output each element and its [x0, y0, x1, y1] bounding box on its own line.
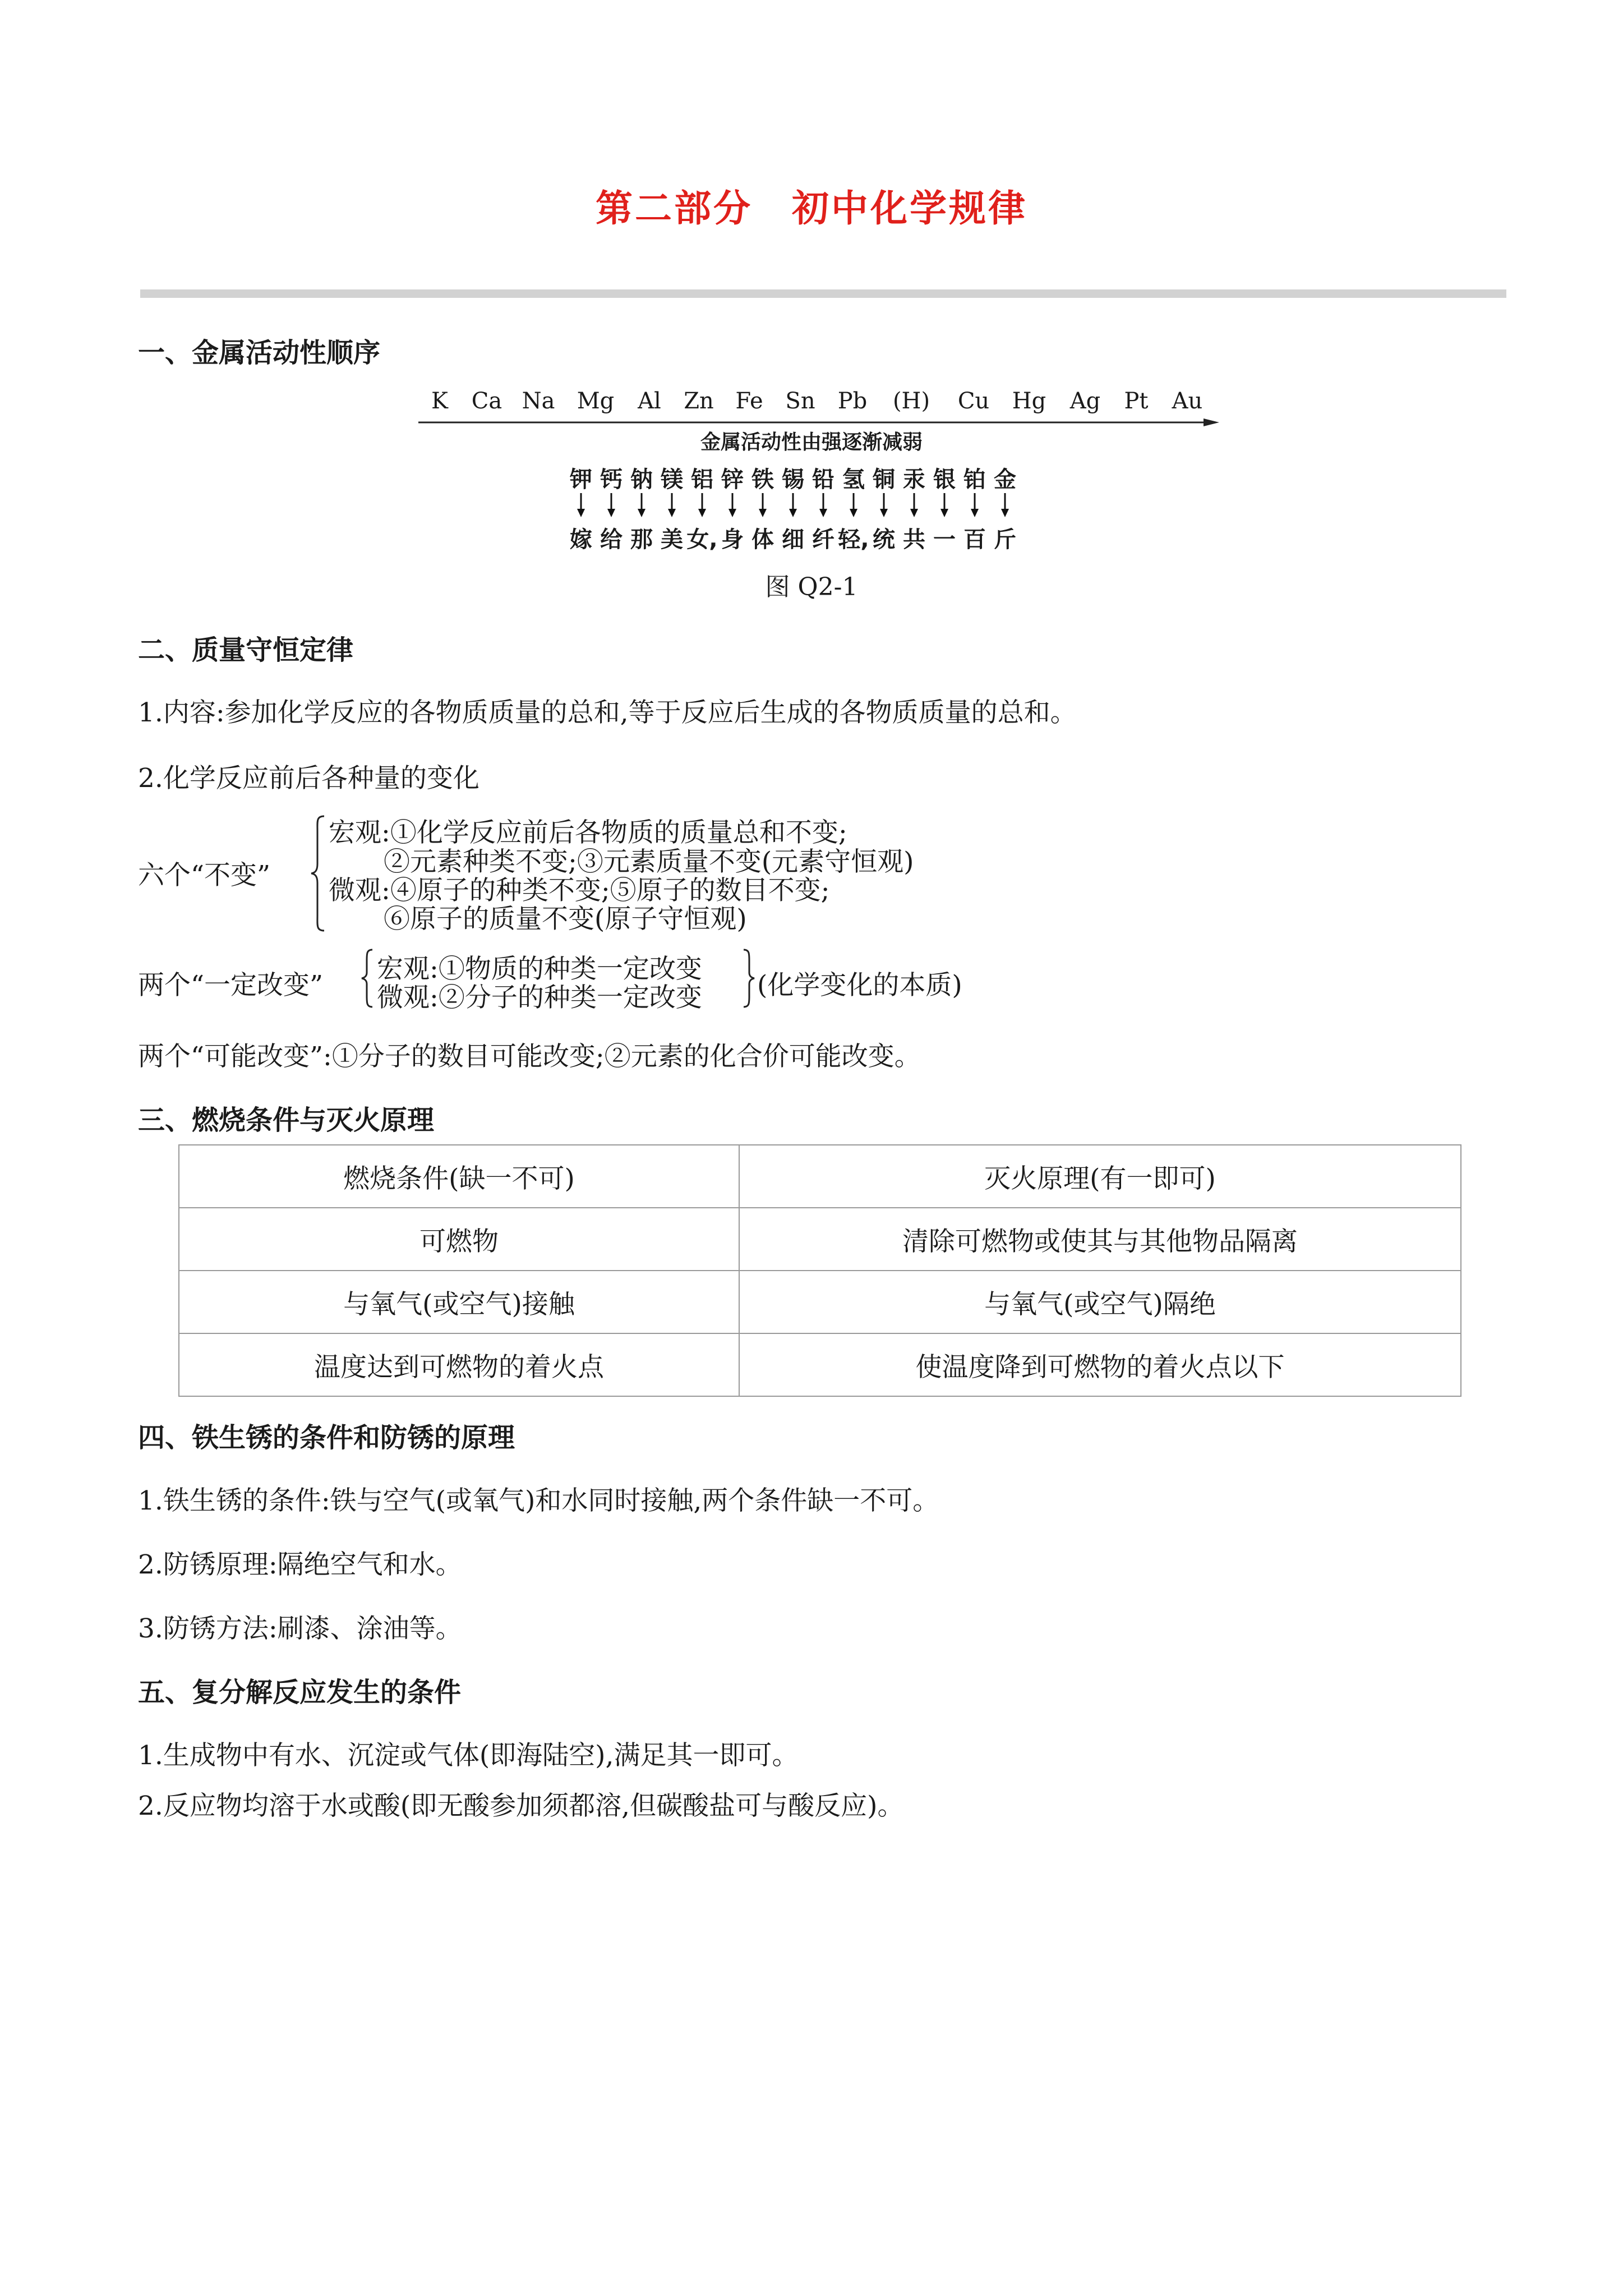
six-unchanged-label: 六个“不变” [138, 860, 271, 891]
six-brace-icon [310, 815, 326, 932]
table-row [179, 1271, 1461, 1333]
section-heading-mass-conservation: 二、质量守恒定律 [138, 634, 354, 666]
down-arrow-icon [849, 492, 859, 518]
mnemonic-char: 轻, [838, 527, 869, 553]
double-decomposition-item-2: 2.反应物均溶于水或酸(即无酸参加须都溶,但碳酸盐可与酸反应)。 [138, 1791, 904, 1821]
mnemonic-char: 纤 [812, 527, 834, 553]
two-must-left-brace-icon [360, 948, 375, 1009]
down-arrow-icon [637, 492, 647, 518]
table-header-cell: 燃烧条件(缺一不可) [179, 1145, 739, 1208]
element-name: 铁 [751, 467, 774, 493]
mnemonic-char: 斤 [994, 527, 1016, 553]
two-may-change: 两个“可能改变”:①分子的数目可能改变;②元素的化合价可能改变。 [138, 1041, 921, 1072]
down-arrow-icon [697, 492, 707, 518]
element-symbol: Ca [471, 388, 502, 414]
mnemonic-char: 体 [751, 527, 774, 553]
table-cell: 与氧气(或空气)接触 [179, 1271, 739, 1333]
two-must-line-1: 宏观:①物质的种类一定改变 [377, 954, 702, 984]
mnemonic-char: 统 [873, 527, 895, 553]
down-arrow-icon [576, 492, 586, 518]
mnemonic-char: 细 [782, 527, 804, 553]
down-arrow-icon [606, 492, 616, 518]
down-arrow-icon [879, 492, 889, 518]
down-arrow-icon [667, 492, 677, 518]
two-must-change-label: 两个“一定改变” [138, 970, 324, 1001]
element-symbol: Au [1172, 388, 1203, 414]
down-arrow-icon [758, 492, 768, 518]
table-header-row [179, 1145, 1461, 1208]
element-name: 钠 [630, 467, 653, 493]
element-name: 铅 [812, 467, 834, 493]
six-line-2: ②元素种类不变;③元素质量不变(元素守恒观) [384, 846, 914, 877]
element-name: 铂 [963, 467, 986, 493]
element-symbol: Al [638, 388, 661, 414]
mnemonic-char: 女, [686, 527, 718, 553]
section-heading-rust: 四、铁生锈的条件和防锈的原理 [138, 1422, 515, 1453]
mnemonic-char: 一 [933, 527, 956, 553]
down-arrow-icon [909, 492, 919, 518]
mnemonic-char: 那 [630, 527, 653, 553]
element-symbol: Sn [785, 388, 815, 414]
element-name: 锡 [782, 467, 804, 493]
six-line-3: 微观:④原子的种类不变;⑤原子的数目不变; [329, 875, 830, 906]
page-title: 第二部分 初中化学规律 [596, 187, 1027, 230]
element-symbol: (H) [892, 388, 930, 414]
element-name: 钾 [570, 467, 592, 493]
element-name: 汞 [903, 467, 925, 493]
table-cell: 温度达到可燃物的着火点 [179, 1333, 739, 1396]
down-arrow-icon [818, 492, 828, 518]
table-cell: 可燃物 [179, 1208, 739, 1271]
table-row [179, 1208, 1461, 1271]
down-arrow-icon [788, 492, 798, 518]
mnemonic-char: 百 [963, 527, 986, 553]
element-name: 锌 [721, 467, 744, 493]
down-arrow-icon [727, 492, 737, 518]
mnemonic-char: 美 [661, 527, 683, 553]
rust-item-1: 1.铁生锈的条件:铁与空气(或氧气)和水同时接触,两个条件缺一不可。 [138, 1485, 939, 1516]
element-symbol: Fe [735, 388, 763, 414]
element-symbol: Zn [684, 388, 714, 414]
element-name: 氢 [842, 467, 865, 493]
down-arrow-icon [939, 492, 949, 518]
rust-item-3: 3.防锈方法:刷漆、涂油等。 [138, 1613, 462, 1644]
figure-caption: 图 Q2-1 [765, 573, 858, 601]
element-symbol: Mg [577, 388, 615, 414]
table-header-cell: 灭火原理(有一即可) [739, 1145, 1461, 1208]
element-name: 铝 [691, 467, 713, 493]
mnemonic-char: 身 [721, 527, 744, 553]
six-line-1: 宏观:①化学反应前后各物质的质量总和不变; [329, 817, 847, 848]
element-symbol: Cu [957, 388, 990, 414]
element-symbol: Ag [1069, 388, 1101, 414]
element-symbol: Pb [837, 388, 868, 414]
mnemonic-char: 共 [903, 527, 925, 553]
mnemonic-char: 给 [600, 527, 623, 553]
two-must-note: (化学变化的本质) [757, 970, 962, 1001]
mnemonic-char: 嫁 [570, 527, 592, 553]
two-must-right-brace-icon [741, 948, 756, 1009]
section-heading-metal-activity: 一、金属活动性顺序 [138, 337, 381, 369]
element-name: 银 [933, 467, 956, 493]
element-symbol: K [431, 388, 448, 414]
rust-item-2: 2.防锈原理:隔绝空气和水。 [138, 1549, 462, 1580]
changes-title: 2.化学反应前后各种量的变化 [138, 763, 479, 794]
element-name: 铜 [873, 467, 895, 493]
table-row [179, 1333, 1461, 1396]
mass-content: 1.内容:参加化学反应的各物质质量的总和,等于反应后生成的各物质质量的总和。 [138, 697, 1077, 728]
down-arrow-icon [970, 492, 980, 518]
two-must-line-2: 微观:②分子的种类一定改变 [377, 982, 702, 1013]
six-line-4: ⑥原子的质量不变(原子守恒观) [384, 904, 747, 935]
element-symbol: Na [522, 388, 555, 414]
element-name: 金 [994, 467, 1016, 493]
table-cell: 使温度降到可燃物的着火点以下 [739, 1333, 1461, 1396]
activity-arrow-caption: 金属活动性由强逐渐减弱 [700, 431, 923, 454]
element-symbol: Hg [1012, 388, 1046, 414]
table-cell: 清除可燃物或使其与其他物品隔离 [739, 1208, 1461, 1271]
element-symbol: Pt [1124, 388, 1149, 414]
down-arrow-icon [1000, 492, 1010, 518]
section-heading-combustion: 三、燃烧条件与灭火原理 [138, 1105, 435, 1136]
section-heading-double-decomposition: 五、复分解反应发生的条件 [138, 1677, 462, 1708]
element-name: 镁 [661, 467, 683, 493]
double-decomposition-item-1: 1.生成物中有水、沉淀或气体(即海陆空),满足其一即可。 [138, 1740, 799, 1771]
combustion-table [178, 1144, 1461, 1397]
element-name: 钙 [600, 467, 623, 493]
title-rule [140, 289, 1506, 298]
table-cell: 与氧气(或空气)隔绝 [739, 1271, 1461, 1333]
